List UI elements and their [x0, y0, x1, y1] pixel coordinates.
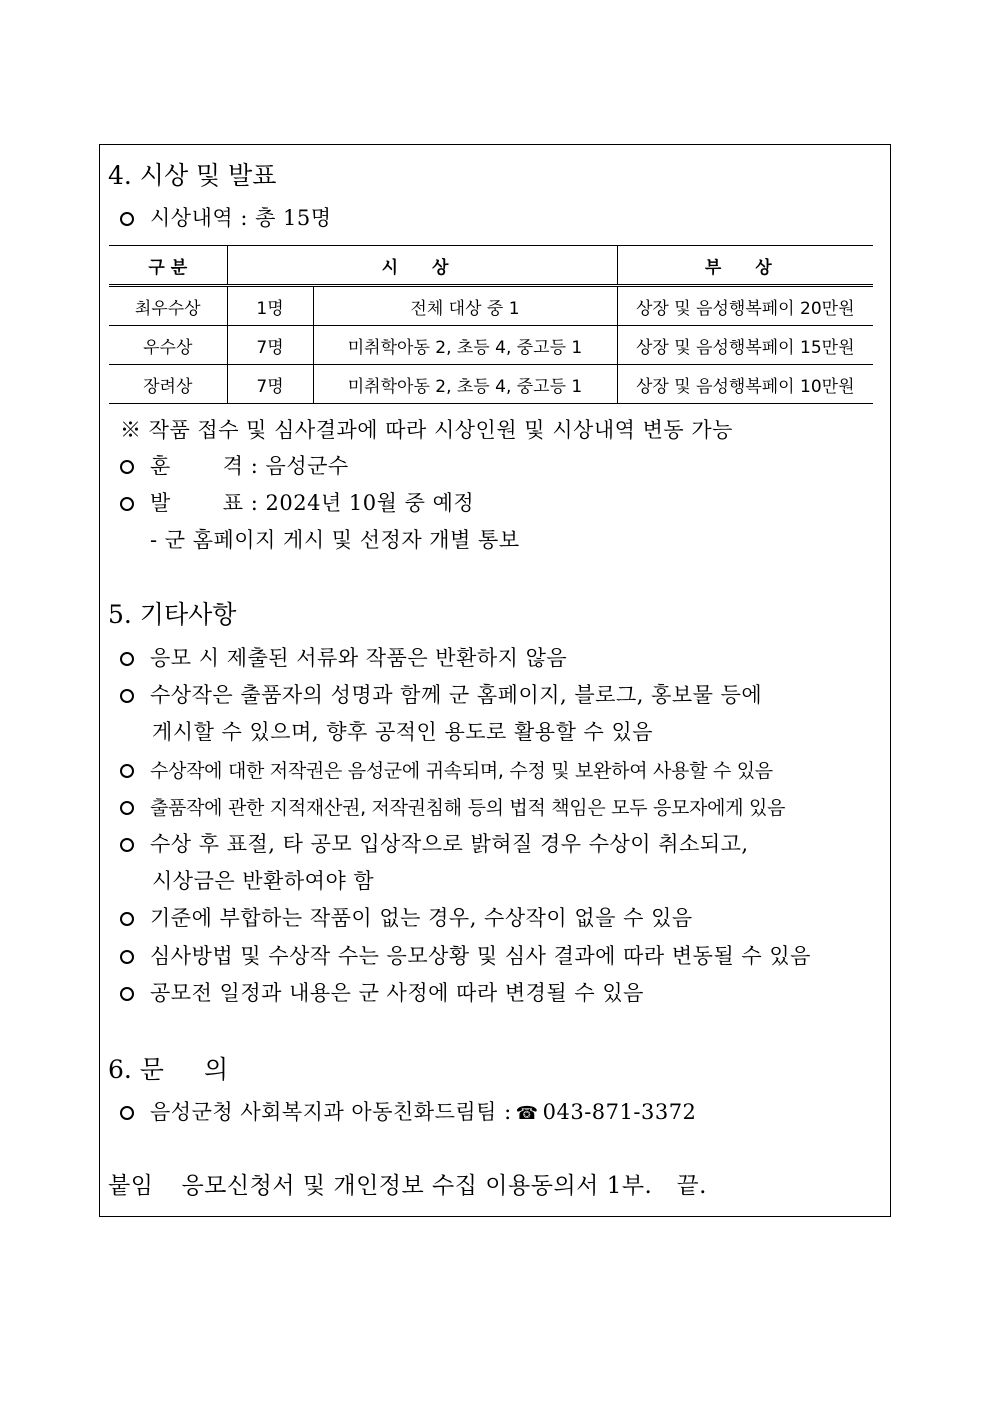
list-item-continuation: 게시할 수 있으며, 향후 공적인 용도로 활용할 수 있음 — [152, 720, 654, 744]
announcement — [120, 490, 474, 516]
table-row — [109, 326, 873, 365]
cell-category: 최우수상 — [109, 286, 227, 326]
circle-bullet-icon — [120, 987, 134, 1001]
circle-bullet-icon — [120, 1106, 134, 1120]
announce-label-1: 발 — [150, 491, 171, 515]
list-item-text: 공모전 일정과 내용은 군 사정에 따라 변경될 수 있음 — [150, 981, 644, 1005]
honor-label-2: 격 — [222, 454, 244, 478]
list-item-text: 수상작은 출품자의 성명과 함께 군 홈페이지, 블로그, 홍보물 등에 — [150, 683, 763, 707]
circle-bullet-icon — [120, 497, 134, 511]
document-frame — [99, 144, 891, 1217]
cell-count: 7명 — [227, 365, 313, 404]
list-item — [120, 682, 762, 708]
circle-bullet-icon — [120, 950, 134, 964]
announce-label-2: 표 — [222, 491, 244, 515]
list-item-text: 심사방법 및 수상작 수는 응모상황 및 심사 결과에 따라 변동될 수 있음 — [150, 944, 811, 968]
list-item — [120, 905, 693, 931]
attachment-text: 응모신청서 및 개인정보 수집 이용동의서 1부. — [181, 1173, 653, 1199]
cell-count: 7명 — [227, 326, 313, 365]
award-table — [109, 245, 873, 404]
circle-bullet-icon — [120, 801, 134, 815]
announcement-detail: - 군 홈페이지 게시 및 선정자 개별 통보 — [150, 528, 520, 552]
circle-bullet-icon — [120, 689, 134, 703]
cell-prize: 상장 및 음성행복페이 10만원 — [617, 365, 873, 404]
circle-bullet-icon — [120, 460, 134, 474]
circle-bullet-icon — [120, 764, 134, 778]
cell-detail: 미취학아동 2, 초등 4, 중고등 1 — [313, 326, 617, 365]
list-item — [120, 980, 644, 1006]
award-summary — [120, 205, 332, 231]
list-item-text: 출품작에 관한 지적재산권, 저작권침해 등의 법적 책임은 모두 응모자에게 있음 — [150, 797, 786, 819]
cell-category: 우수상 — [109, 326, 227, 365]
contact-text: 음성군청 사회복지과 아동친화드림팀 : — [150, 1100, 512, 1124]
list-item-text: 수상작에 대한 저작권은 음성군에 귀속되며, 수정 및 보완하여 사용할 수 있음 — [150, 760, 773, 782]
cell-prize: 상장 및 음성행복페이 20만원 — [617, 286, 873, 326]
attachment-end: 끝. — [676, 1173, 707, 1199]
award-table-header — [109, 246, 873, 286]
phone-icon: ☎ — [515, 1103, 539, 1124]
list-item — [120, 794, 785, 821]
section-4-title: 4. 시상 및 발표 — [108, 161, 277, 190]
award-summary-text: 시상내역 : 총 15명 — [150, 206, 332, 230]
list-item-text: 수상 후 표절, 타 공모 입상작으로 밝혀질 경우 수상이 취소되고, — [150, 832, 749, 856]
section-6-title-rest: 의 — [203, 1055, 229, 1084]
cell-detail: 미취학아동 2, 초등 4, 중고등 1 — [313, 365, 617, 404]
header-category: 구 분 — [109, 246, 227, 286]
attachment-label: 붙임 — [108, 1173, 154, 1199]
list-item-text: 기준에 부합하는 작품이 없는 경우, 수상작이 없을 수 있음 — [150, 906, 693, 930]
list-item — [120, 831, 749, 857]
cell-detail: 전체 대상 중 1 — [313, 286, 617, 326]
circle-bullet-icon — [120, 912, 134, 926]
award-honor — [120, 453, 349, 479]
list-item — [120, 943, 811, 969]
cell-count: 1명 — [227, 286, 313, 326]
honor-value: : 음성군수 — [250, 454, 349, 478]
header-award: 시 상 — [227, 246, 617, 286]
announce-value: : 2024년 10월 중 예정 — [250, 491, 475, 515]
circle-bullet-icon — [120, 838, 134, 852]
list-item — [120, 757, 773, 784]
list-item — [120, 645, 567, 671]
phone-number: 043-871-3372 — [542, 1100, 697, 1124]
cell-prize: 상장 및 음성행복페이 15만원 — [617, 326, 873, 365]
award-note: ※ 작품 접수 및 심사결과에 따라 시상인원 및 시상내역 변동 가능 — [120, 418, 733, 442]
table-row — [109, 365, 873, 404]
section-6-title-num: 6. 문 — [108, 1055, 164, 1084]
attachment-line — [108, 1171, 707, 1201]
list-item-text: 응모 시 제출된 서류와 작품은 반환하지 않음 — [150, 646, 568, 670]
header-prize: 부 상 — [617, 246, 873, 286]
cell-category: 장려상 — [109, 365, 227, 404]
list-item-continuation: 시상금은 반환하여야 함 — [152, 869, 375, 893]
circle-bullet-icon — [120, 212, 134, 226]
contact-line — [120, 1099, 696, 1127]
circle-bullet-icon — [120, 652, 134, 666]
table-row — [109, 286, 873, 326]
honor-label-1: 훈 — [150, 454, 171, 478]
section-6-title — [108, 1055, 228, 1085]
section-5-title: 5. 기타사항 — [108, 600, 237, 629]
